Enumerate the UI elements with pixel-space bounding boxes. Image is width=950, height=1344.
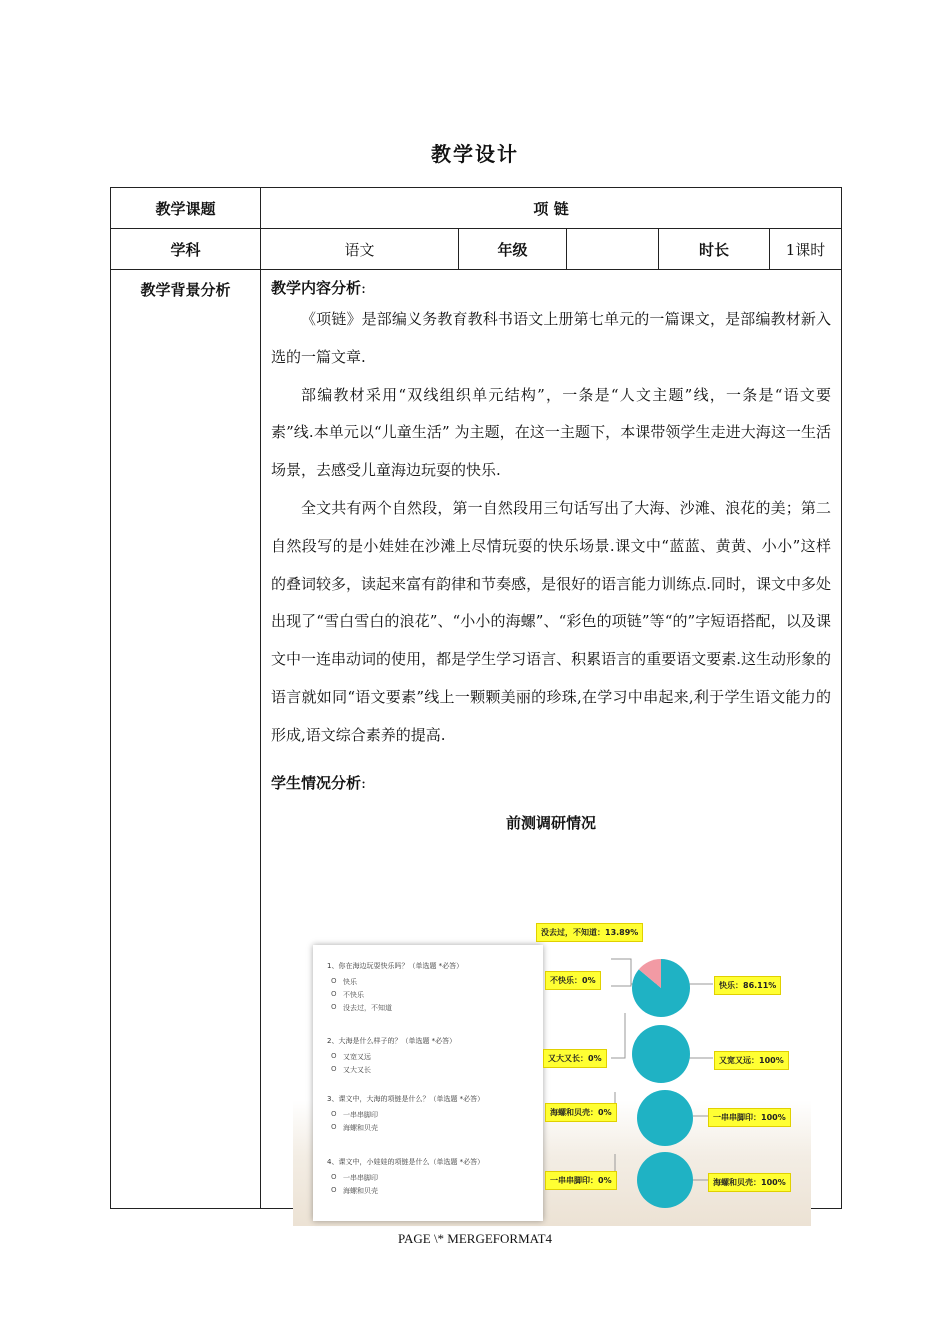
content-paragraph: 《项链》是部编义务教育教科书语文上册第七单元的一篇课文，是部编教材新入选的一篇文章. xyxy=(271,310,832,366)
survey-questionnaire xyxy=(313,945,543,1221)
survey-option: O 快乐 xyxy=(343,977,357,987)
survey-question: 3、课文中，大海的项链是什么？（单选题 *必答） xyxy=(327,1095,485,1103)
result-tag: 海螺和贝壳：100% xyxy=(708,1173,791,1192)
survey-option: O 一串串脚印 xyxy=(343,1173,378,1183)
survey-question: 1、你在海边玩耍快乐吗？（单选题 *必答） xyxy=(327,962,464,970)
student-analysis-heading: 学生情况分析: xyxy=(271,773,367,792)
survey-figure xyxy=(293,912,811,1226)
survey-question: 2、大海是什么样子的？（单选题 *必答） xyxy=(327,1037,457,1045)
result-tag: 一串串脚印：0% xyxy=(545,1171,617,1190)
survey-option: O 海螺和贝壳 xyxy=(343,1123,378,1133)
subject-label: 学科 xyxy=(111,229,261,270)
result-tag: 一串串脚印：100% xyxy=(708,1108,791,1127)
topic-row xyxy=(111,188,842,229)
pie-chart-3 xyxy=(637,1090,693,1146)
background-label: 教学背景分析 xyxy=(111,270,261,1209)
result-tag: 不快乐：0% xyxy=(545,971,601,990)
duration-value: 1课时 xyxy=(770,229,842,270)
survey-option: O 又大又长 xyxy=(343,1065,371,1075)
survey-option: O 又宽又远 xyxy=(343,1052,371,1062)
page-title: 教学设计 xyxy=(431,142,519,166)
duration-label: 时长 xyxy=(659,229,770,270)
result-tag: 又宽又远：100% xyxy=(714,1051,789,1070)
topic-value: 项 链 xyxy=(261,188,842,229)
subject-value: 语文 xyxy=(261,229,459,270)
survey-option: O 一串串脚印 xyxy=(343,1110,378,1120)
pie-chart-2 xyxy=(632,1025,690,1083)
content-paragraph: 部编教材采用“双线组织单元结构”，一条是“人文主题”线，一条是“语文要素”线.本单元以“儿童生活” 为主题，在这一主题下，本课带领学生走进大海这一生活场景，去感受儿童海边玩耍的快乐. xyxy=(271,385,832,480)
survey-option: O 不快乐 xyxy=(343,990,364,1000)
subject-row xyxy=(111,229,842,270)
result-tag: 没去过，不知道：13.89% xyxy=(536,923,643,942)
connector-line xyxy=(611,959,631,986)
result-tag: 又大又长：0% xyxy=(543,1049,607,1068)
page-footer: PAGE \* MERGEFORMAT4 xyxy=(397,1231,553,1246)
result-tag: 快乐：86.11% xyxy=(714,976,781,995)
grade-label: 年级 xyxy=(459,229,567,270)
topic-label: 教学课题 xyxy=(111,188,261,229)
pie-chart-4 xyxy=(637,1152,693,1208)
figure-title: 前测调研情况 xyxy=(506,813,597,832)
content-analysis-heading: 教学内容分析: xyxy=(271,279,367,297)
content-paragraph: 全文共有两个自然段，第一自然段用三句话写出了大海、沙滩、浪花的美；第二自然段写的是小娃娃在沙滩上尽情玩耍的快乐场景.课文中“蓝蓝、黄黄、小小”这样的叠词较多，读起来富有韵律和节奏感，是很好的语言能力训练点.同时，课文中多处出现了“雪白雪白的浪花”、“小小的海螺”、“彩色的项链”等“的”字短语搭配，以及课文中一连串动词的使用，都是学生学习语言、积累语言的重要语文要素.这生动形象的语言就如同“语文要素”线上一颗颗美丽的珍珠,在学习中串起来,利于学生语文能力的形成,语文综合素养的提高. xyxy=(271,498,832,744)
result-tag: 海螺和贝壳：0% xyxy=(545,1103,617,1122)
grade-value xyxy=(567,229,659,270)
survey-option: O 没去过，不知道 xyxy=(343,1003,392,1013)
survey-question: 4、课文中，小娃娃的项链是什么（单选题 *必答） xyxy=(327,1158,485,1166)
connector-line xyxy=(611,1013,625,1058)
survey-option: O 海螺和贝壳 xyxy=(343,1186,378,1196)
